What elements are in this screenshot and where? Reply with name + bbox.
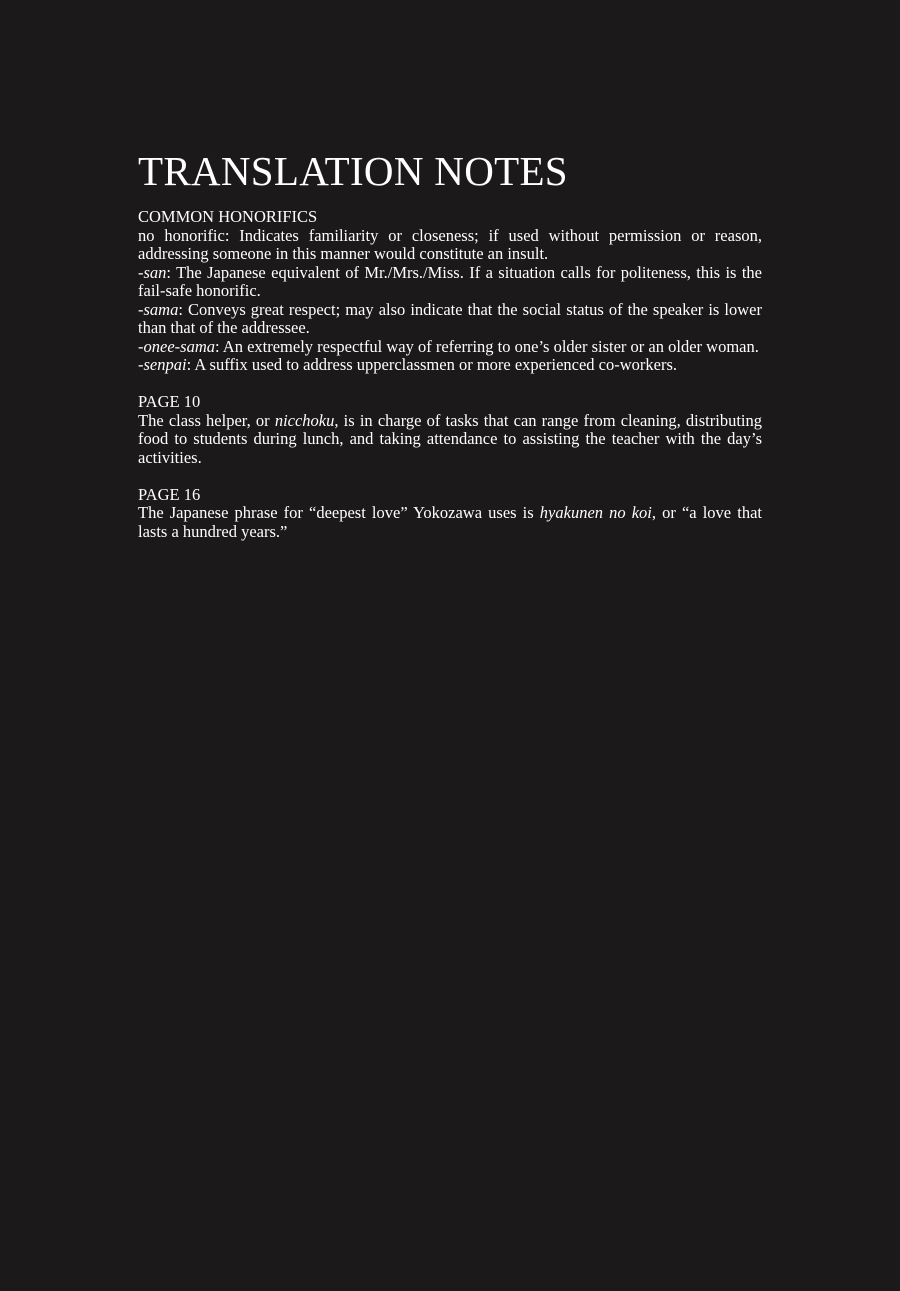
translation-notes-page (138, 148, 762, 541)
page-16-term: hyakunen no koi (539, 503, 652, 522)
honorific-san: -san: The Japanese equivalent of Mr./Mrs./Miss. If a situation calls for politeness, this is the fail-safe honorific. (138, 262, 762, 300)
honorific-term-senpai: senpai (143, 355, 187, 374)
section-heading-page-10: PAGE 10 (138, 392, 201, 411)
page-10-text (138, 412, 762, 468)
page-16-text-before: The Japanese phrase for “deepest love” Yokozawa uses is (138, 503, 540, 522)
page-10-term: nicchoku (274, 410, 335, 430)
page-16-note (138, 486, 762, 542)
common-honorifics-section (138, 208, 762, 375)
section-heading-page-16: PAGE 16 (138, 484, 201, 504)
honorific-sama: -sama: Conveys great respect; may also indicate that the social status of the speaker is lower than that of the addressee. (138, 299, 762, 337)
section-spacer (138, 467, 762, 486)
honorific-term-san: san (143, 262, 167, 282)
page-16-text-after: , or “a love that lasts a hundred years.” (138, 503, 762, 541)
page-title: TRANSLATION NOTES (138, 148, 568, 194)
honorific-onee-sama: -onee-sama: An extremely respectful way of referring to one’s older sister or an older woman. (138, 336, 759, 356)
honorific-senpai: -senpai: A suffix used to address upperclassmen or more experienced co-workers. (138, 355, 678, 374)
honorific-none (138, 227, 762, 264)
page-10-text-before: The class helper, or (138, 410, 275, 430)
honorific-none-text: no honorific: Indicates familiarity or closeness; if used without permission or reason, addressing someone in this manner would constitute an insult. (138, 225, 762, 263)
honorific-term-onee-sama: onee-sama (143, 336, 215, 356)
honorific-sama-text: : Conveys great respect; may also indicate that the social status of the speaker is lower than that of the addressee. (138, 299, 762, 337)
honorific-term-sama: sama (143, 299, 179, 319)
section-heading-honorifics: COMMON HONORIFICS (138, 207, 318, 226)
honorific-onee-sama-text: : An extremely respectful way of referring to one’s older sister or an older woman. (214, 336, 759, 356)
honorific-san-text: : The Japanese equivalent of Mr./Mrs./Miss. If a situation calls for politeness, this is the fail-safe honorific. (138, 262, 762, 300)
page-16-text (138, 504, 762, 541)
honorific-senpai-text: : A suffix used to address upperclassmen or more experienced co-workers. (186, 355, 678, 374)
section-spacer (138, 375, 762, 394)
page-10-note (138, 393, 762, 467)
page-10-text-after: , is in charge of tasks that can range from cleaning, distributing food to students during lunch, and taking attendance to assisting the teacher with the day’s activities. (138, 410, 762, 467)
